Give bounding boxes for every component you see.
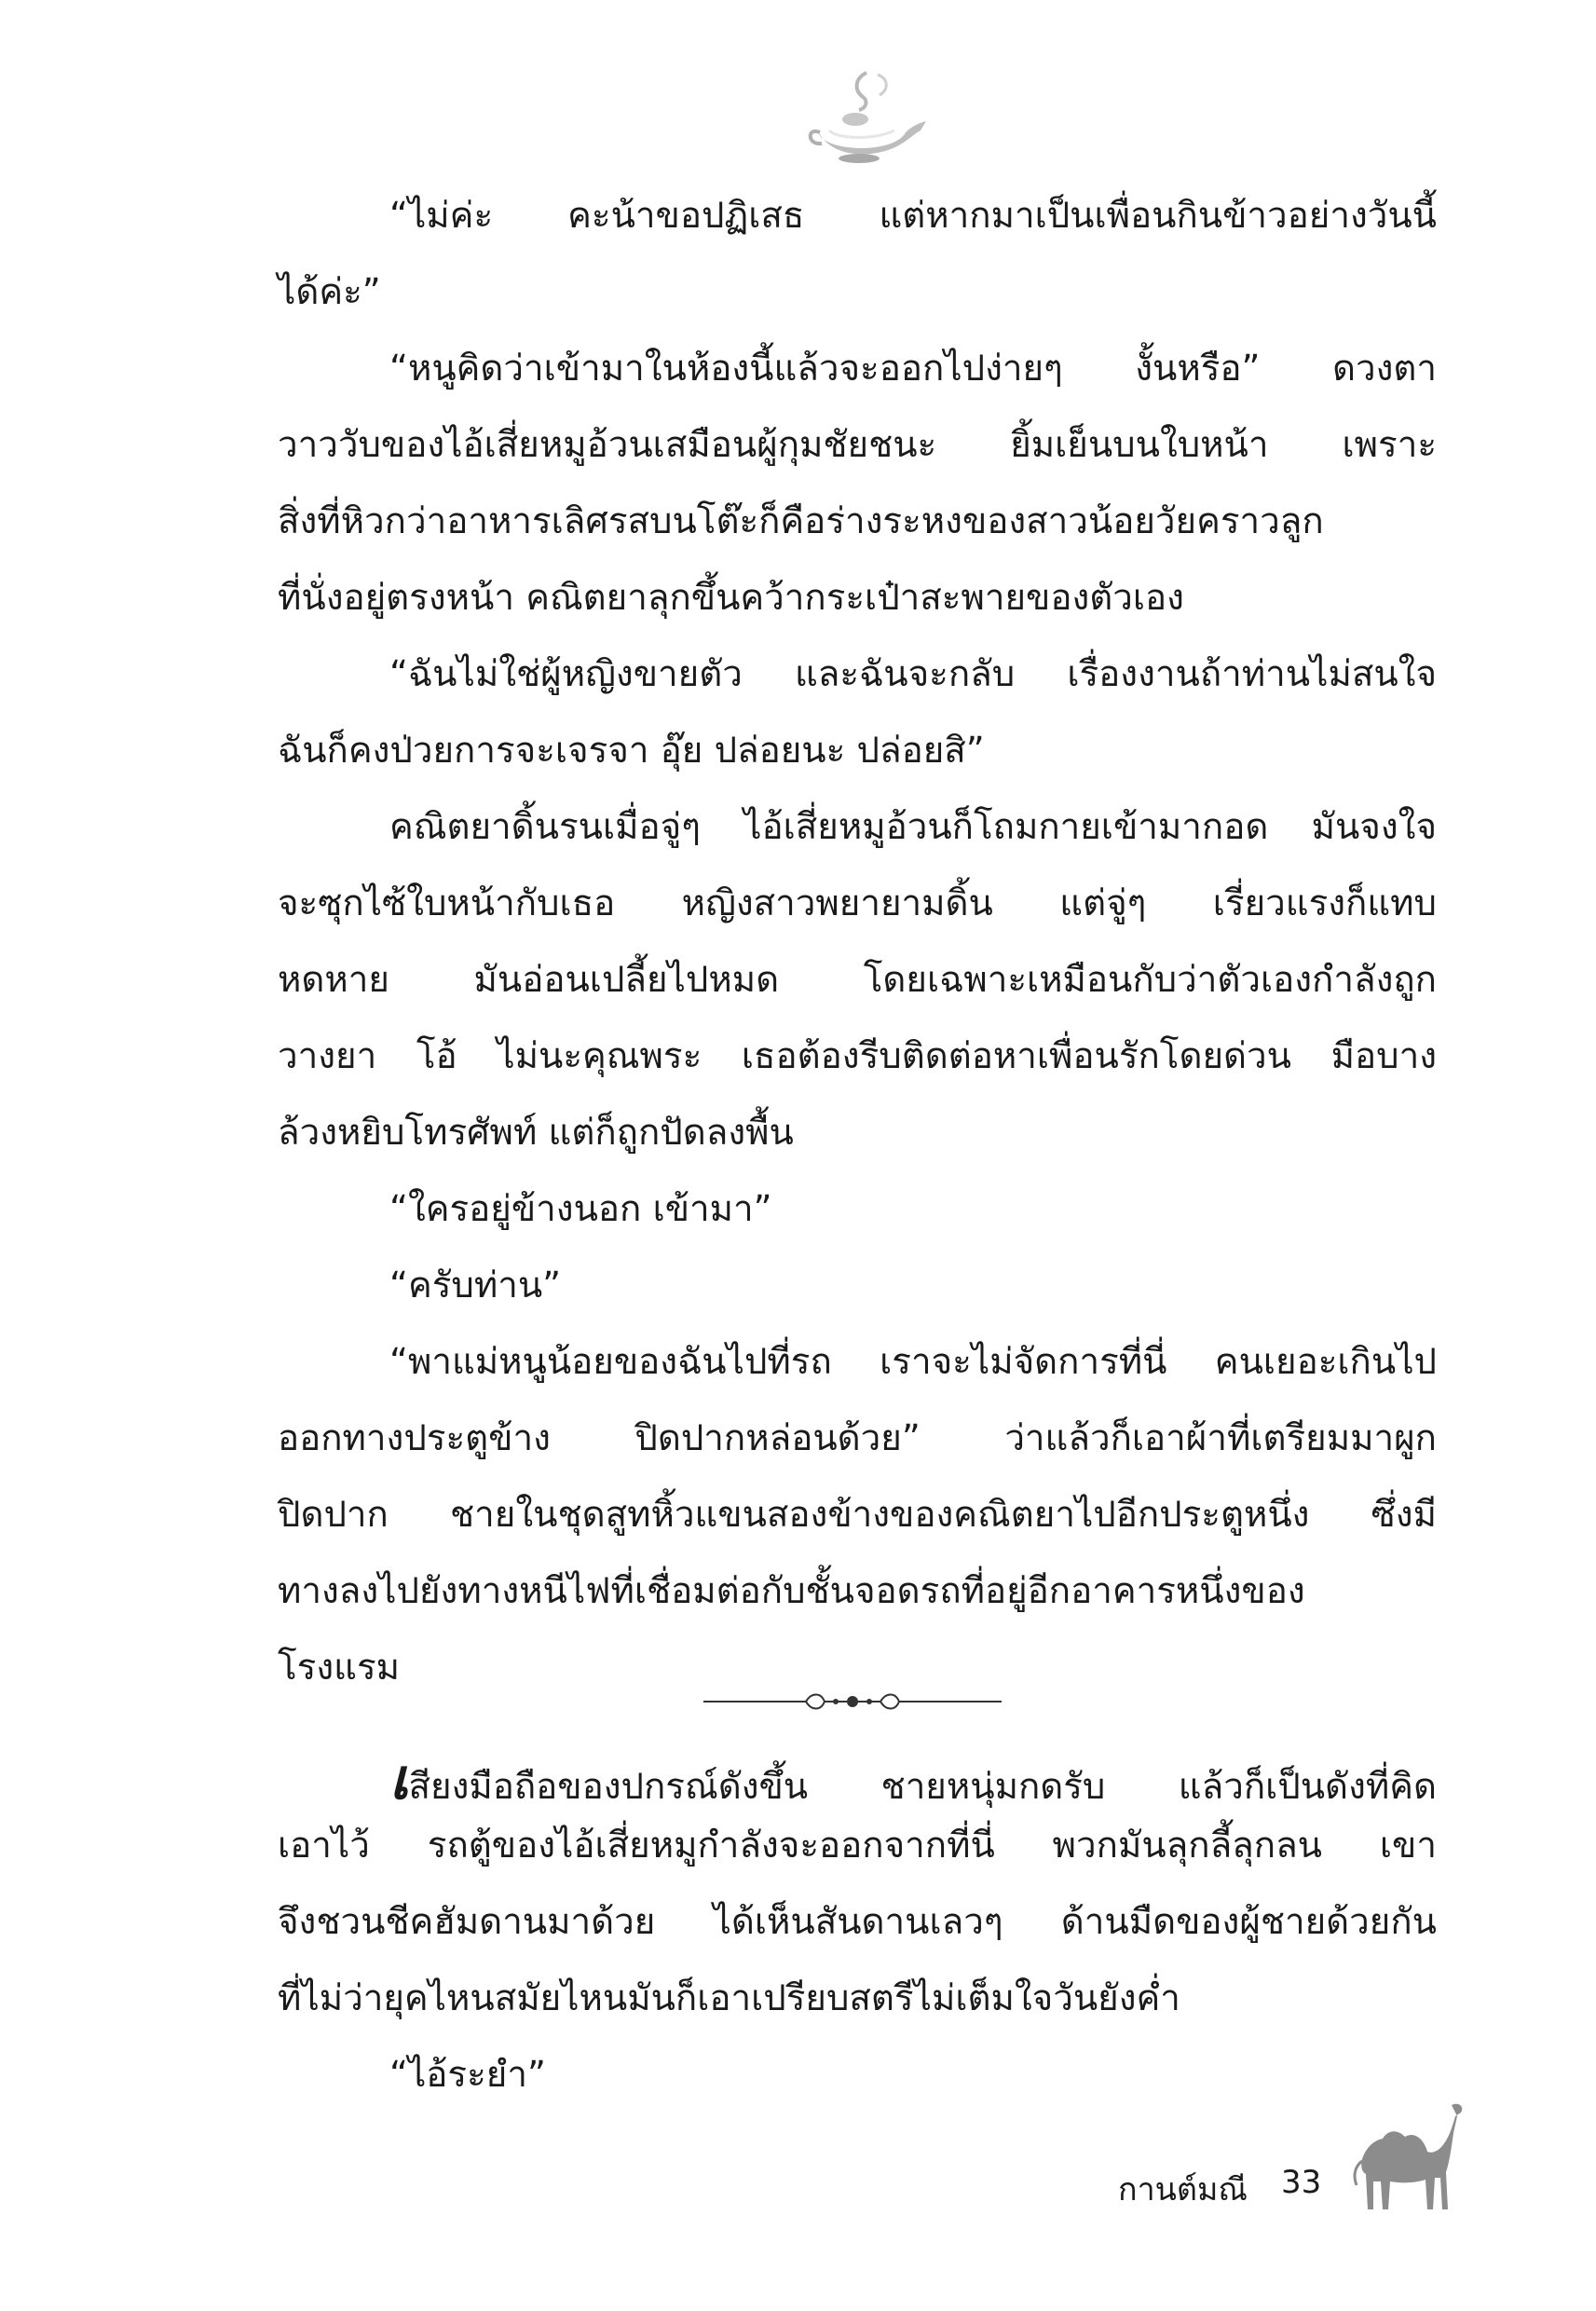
text-line: ที่ไม่ว่ายุคไหนสมัยไหนมันก็เอาเปรียบสตรีไม่เต็มใจวันยังค่ำ bbox=[278, 1977, 1180, 2019]
text-line: “ไอ้ระยำ” bbox=[389, 2054, 546, 2096]
text-line: หดหาย มันอ่อนเปลี้ยไปหมด โดยเฉพาะเหมือนกับว่าตัวเองกำลังถูก bbox=[278, 959, 1437, 1001]
camel-icon bbox=[1340, 2092, 1470, 2213]
text-line: “ครับท่าน” bbox=[389, 1265, 562, 1306]
text-line: ได้ค่ะ” bbox=[278, 271, 381, 313]
drop-cap: เ bbox=[389, 1747, 409, 1812]
text-line: ฉันก็คงป่วยการจะเจรจา อุ๊ย ปล่อยนะ ปล่อยสิ” bbox=[278, 730, 985, 772]
text-line: วาววับของไอ้เสี่ยหมูอ้วนเสมือนผู้กุมชัยชนะ ยิ้มเย็นบนใบหน้า เพราะ bbox=[278, 424, 1437, 466]
first-line-text: สียงมือถือของปกรณ์ดังขึ้น ชายหนุ่มกดรับ แล้วก็เป็นดังที่คิด bbox=[408, 1766, 1437, 1808]
text-line: ปิดปาก ชายในชุดสูทหิ้วแขนสองข้างของคณิตยาไปอีกประตูหนึ่ง ซึ่งมี bbox=[278, 1494, 1437, 1536]
page-number: 33 bbox=[1281, 2164, 1322, 2201]
text-line: เอาไว้ รถตู้ของไอ้เสี่ยหมูกำลังจะออกจากที่นี่ พวกมันลุกลี้ลุกลน เขา bbox=[278, 1825, 1437, 1867]
flourish-divider bbox=[703, 1685, 1002, 1718]
text-line: ออกทางประตูข้าง ปิดปากหล่อนด้วย” ว่าแล้วก็เอาผ้าที่เตรียมมาผูก bbox=[278, 1417, 1437, 1459]
text-line: วางยา โอ้ ไม่นะคุณพระ เธอต้องรีบติดต่อหาเพื่อนรักโดยด่วน มือบาง bbox=[278, 1035, 1437, 1077]
text-line: ที่นั่งอยู่ตรงหน้า คณิตยาลุกขึ้นคว้ากระเป๋าสะพายของตัวเอง bbox=[278, 577, 1184, 619]
text-line: “ใครอยู่ข้างนอก เข้ามา” bbox=[389, 1188, 772, 1230]
text-line: สิ่งที่หิวกว่าอาหารเลิศรสบนโต๊ะก็คือร่างระหงของสาวน้อยวัยคราวลูก bbox=[278, 500, 1324, 542]
text-line: “ไม่ค่ะ คะน้าขอปฏิเสธ แต่หากมาเป็นเพื่อนกินข้าวอย่างวันนี้ bbox=[389, 195, 1437, 237]
text-line: “หนูคิดว่าเข้ามาในห้องนี้แล้วจะออกไปง่ายๆ งั้นหรือ” ดวงตา bbox=[389, 348, 1437, 390]
text-line-first bbox=[389, 1747, 1437, 1812]
magic-lamp-icon bbox=[801, 65, 932, 168]
text-line: จะซุกไซ้ใบหน้ากับเธอ หญิงสาวพยายามดิ้น แต่จู่ๆ เรี่ยวแรงก็แทบ bbox=[278, 882, 1437, 924]
text-line: ล้วงหยิบโทรศัพท์ แต่ก็ถูกปัดลงพื้น bbox=[278, 1112, 794, 1154]
text-line: คณิตยาดิ้นรนเมื่อจู่ๆ ไอ้เสี่ยหมูอ้วนก็โถมกายเข้ามากอด มันจงใจ bbox=[389, 806, 1437, 848]
text-line: “พาแม่หนูน้อยของฉันไปที่รถ เราจะไม่จัดการที่นี่ คนเยอะเกินไป bbox=[389, 1341, 1437, 1383]
text-line: โรงแรม bbox=[278, 1647, 401, 1689]
footer-author: กานต์มณี bbox=[1118, 2171, 1248, 2208]
text-line: จึงชวนชีคฮัมดานมาด้วย ได้เห็นสันดานเลวๆ ด้านมืดของผู้ชายด้วยกัน bbox=[278, 1901, 1437, 1943]
text-line: ทางลงไปยังทางหนีไฟที่เชื่อมต่อกับชั้นจอดรถที่อยู่อีกอาคารหนึ่งของ bbox=[278, 1570, 1305, 1612]
text-line: “ฉันไม่ใช่ผู้หญิงขายตัว และฉันจะกลับ เรื่องงานถ้าท่านไม่สนใจ bbox=[389, 653, 1437, 695]
